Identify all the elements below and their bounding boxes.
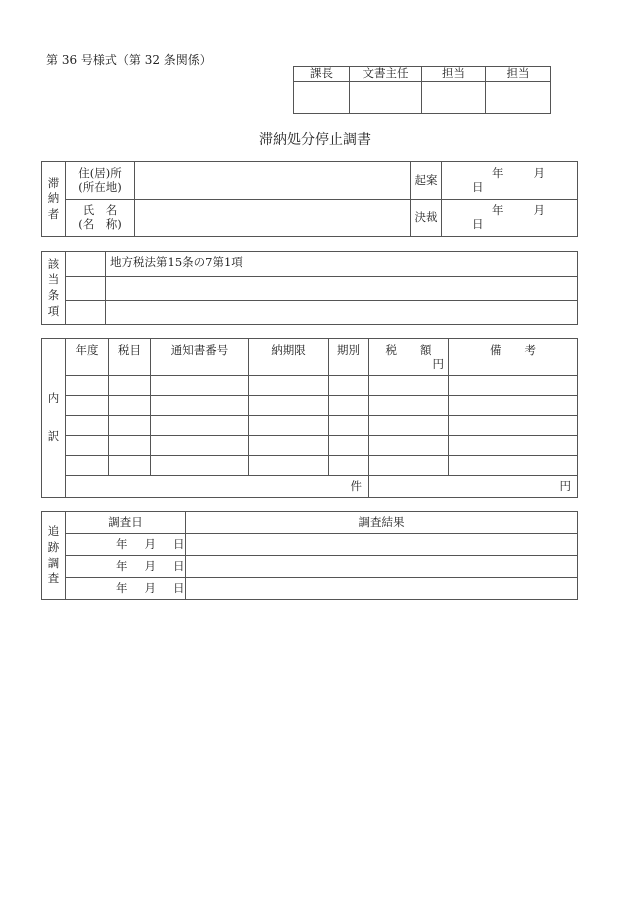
clause-check-cell[interactable]: [66, 277, 106, 301]
investigation-result-field[interactable]: [186, 534, 578, 556]
header-period: 期別: [329, 339, 369, 376]
investigation-date-field[interactable]: 年 月 日: [66, 556, 186, 578]
investigation-result-field[interactable]: [186, 556, 578, 578]
header-remarks: 備 考: [449, 339, 578, 376]
clause-table: [41, 251, 578, 325]
breakdown-table: [41, 338, 578, 498]
approval-stamp-cell[interactable]: [350, 81, 422, 113]
header-investigation-date: 調査日: [66, 512, 186, 534]
table-row: [42, 578, 578, 600]
clause-text-field[interactable]: [106, 301, 578, 325]
followup-table: [41, 511, 578, 600]
investigation-date-field[interactable]: 年 月 日: [66, 578, 186, 600]
header-fiscal-year: 年度: [66, 339, 109, 376]
followup-side-label: 追 跡 調 査: [42, 512, 66, 600]
approval-label-section-chief: 課長: [294, 67, 350, 82]
header-investigation-result: 調査結果: [186, 512, 578, 534]
table-row: [42, 456, 578, 476]
approval-stamp-cell[interactable]: [294, 81, 350, 113]
total-row: [42, 476, 578, 498]
taxpayer-side-label: 滞 納 者: [42, 162, 66, 237]
page-title: 滞納処分停止調書: [259, 132, 371, 148]
approval-label-staff-1: 担当: [422, 67, 486, 82]
approval-stamp-cell[interactable]: [486, 81, 551, 113]
header-due-date: 納期限: [249, 339, 329, 376]
table-row: [42, 436, 578, 456]
decision-label: 決裁: [411, 200, 442, 237]
total-count-cell[interactable]: 件: [66, 476, 369, 498]
name-field[interactable]: [135, 200, 411, 237]
address-field[interactable]: [135, 162, 411, 200]
header-notice-number: 通知書番号: [151, 339, 249, 376]
draft-label: 起案: [411, 162, 442, 200]
clause-text-field[interactable]: [106, 277, 578, 301]
clause-side-label: 該 当 条 項: [42, 252, 66, 325]
investigation-result-field[interactable]: [186, 578, 578, 600]
header-tax-item: 税目: [109, 339, 151, 376]
table-row: [42, 556, 578, 578]
form-number: 第 36 号様式（第 32 条関係）: [46, 53, 212, 67]
header-tax-amount: 税 額 円: [369, 339, 449, 376]
address-label: 住(居)所 (所在地): [66, 162, 135, 200]
table-row: [42, 396, 578, 416]
approval-stamp-table: [293, 66, 551, 114]
approval-label-staff-2: 担当: [486, 67, 551, 82]
clause-check-cell[interactable]: [66, 252, 106, 277]
table-row: [42, 534, 578, 556]
decision-date-field[interactable]: 年 月日: [442, 200, 578, 237]
amount-unit: 円: [432, 356, 444, 371]
draft-date-field[interactable]: 年 月日: [442, 162, 578, 200]
clause-text: 地方税法第15条の7第1項: [106, 252, 578, 277]
breakdown-side-label: 内 訳: [42, 339, 66, 498]
approval-label-document-chief: 文書主任: [350, 67, 422, 82]
name-label: 氏 名 (名 称): [66, 200, 135, 237]
clause-check-cell[interactable]: [66, 301, 106, 325]
total-amount-cell[interactable]: 円: [369, 476, 578, 498]
investigation-date-field[interactable]: 年 月 日: [66, 534, 186, 556]
approval-stamp-cell[interactable]: [422, 81, 486, 113]
taxpayer-table: [41, 161, 578, 237]
table-row: [42, 376, 578, 396]
table-row: [42, 416, 578, 436]
